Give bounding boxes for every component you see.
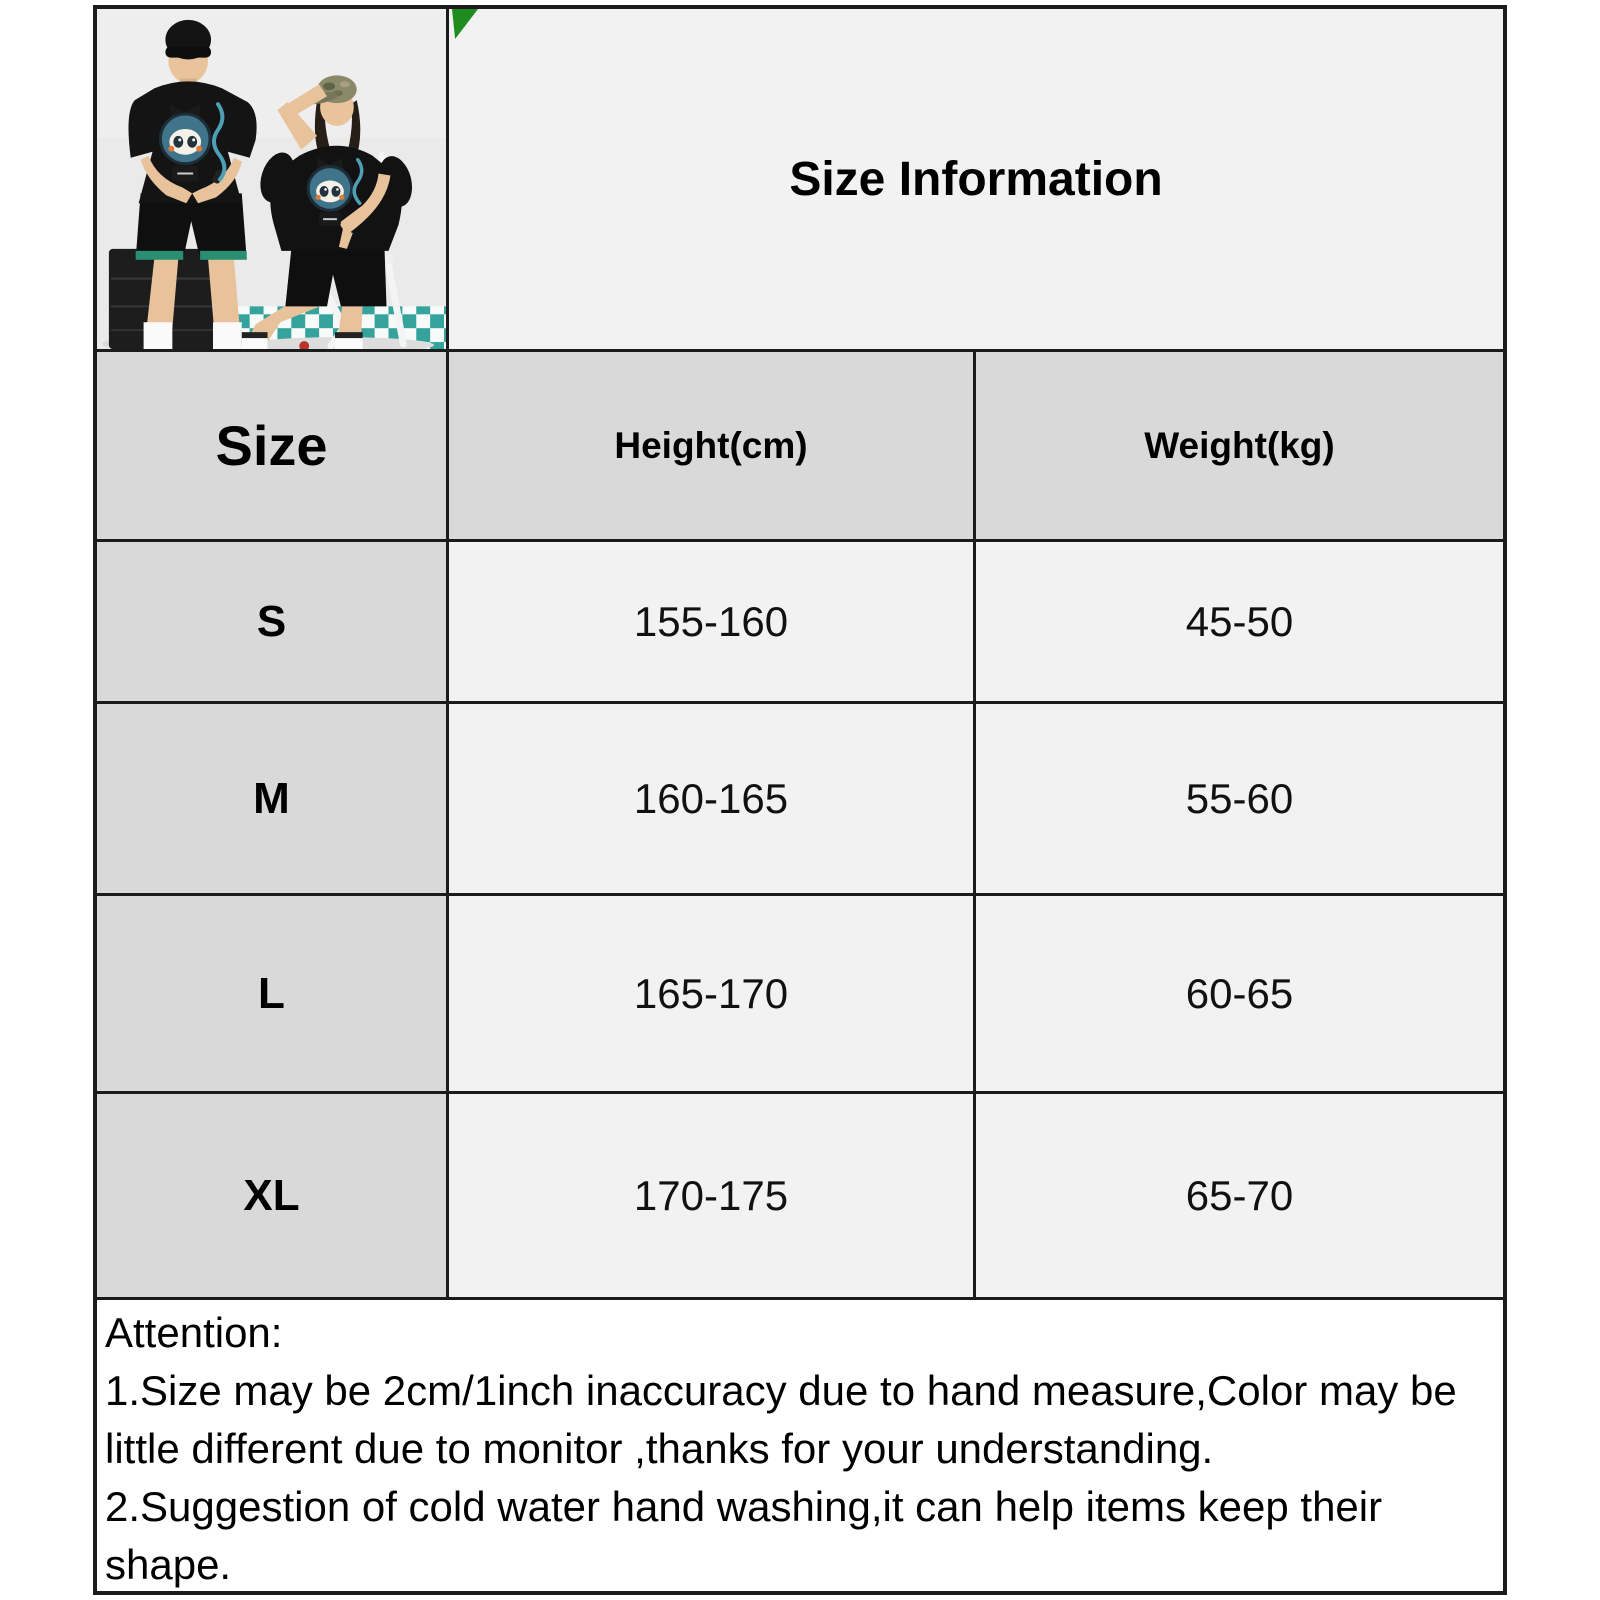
product-photo-cell — [97, 9, 449, 352]
row-m-weight: 55-60 — [976, 704, 1503, 896]
row-l-weight: 60-65 — [976, 896, 1503, 1094]
row-l-size: L — [97, 896, 449, 1094]
title-cell — [449, 9, 1503, 352]
row-xl-weight: 65-70 — [976, 1094, 1503, 1300]
product-photo — [97, 9, 446, 349]
column-header-height: Height(cm) — [449, 352, 976, 542]
attention-heading: Attention: — [105, 1309, 283, 1356]
attention-note-2: 2.Suggestion of cold water hand washing,it can help items keep their shape. — [105, 1482, 1383, 1588]
row-xl-size: XL — [97, 1094, 449, 1300]
attention-note-1: 1.Size may be 2cm/1inch inaccuracy due to hand measure,Color may be little different due to monitor ,thanks for your understanding. — [105, 1366, 1457, 1472]
row-m-height: 160-165 — [449, 704, 976, 896]
attention-section — [97, 1300, 1503, 1591]
column-header-size: Size — [97, 352, 449, 542]
row-s-size: S — [97, 542, 449, 704]
size-table — [93, 5, 1507, 1595]
row-m-size: M — [97, 704, 449, 896]
row-l-height: 165-170 — [449, 896, 976, 1094]
row-s-weight: 45-50 — [976, 542, 1503, 704]
page-title: Size Information — [789, 152, 1163, 206]
row-s-height: 155-160 — [449, 542, 976, 704]
row-xl-height: 170-175 — [449, 1094, 976, 1300]
column-header-weight: Weight(kg) — [976, 352, 1503, 542]
